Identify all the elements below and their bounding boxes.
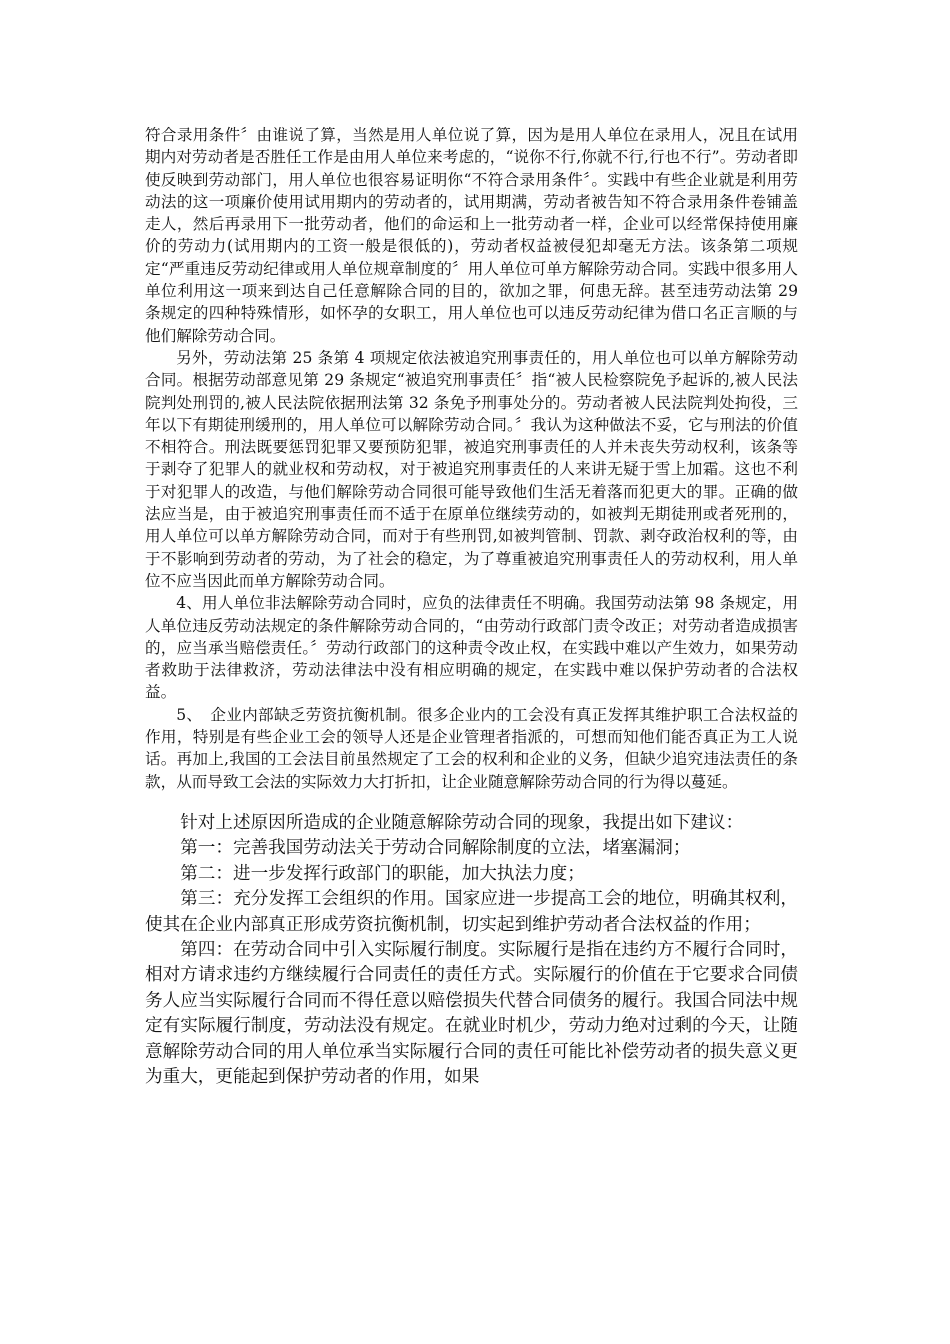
paragraph-criminal-liability: 另外，劳动法第 25 条第 4 项规定依法被追究刑事责任的，用人单位也可以单方解除劳动合同。根据劳动部意见第 29 条规定“被追究刑事责任〞指“被人民检察院免予起诉的,被人民法院判处刑罚的,被人民法院依据刑法第 32 条免予刑事处分的。劳动者被人民法院判处拘役，三年以下有期徒刑缓刑的，用人单位可以解除劳动合同。〞我认为这种做法不妥，它与刑法的价值不相符合。刑法既要惩罚犯罪又要预防犯罪，被追究刑事责任的人并未丧失劳动权利，该条等于剥夺了犯罪人的就业权和劳动权，对于被追究刑事责任的人来讲无疑于雪上加霜。这也不利于对犯罪人的改造，与他们解除劳动合同很可能导致他们生活无着落而犯更大的罪。正确的做法应当是，由于被追究刑事责任而不适于在原单位继续劳动的，如被判无期徒刑或者死刑的，用人单位可以单方解除劳动合同，而对于有些刑罚,如被判管制、罚款、剥夺政治权利的等，由于不影响到劳动者的劳动，为了社会的稳定，为了尊重被追究刑事责任人的劳动权利，用人单位不应当因此而单方解除劳动合同。 [145, 348, 798, 590]
suggestion-third: 第三：充分发挥工会组织的作用。国家应进一步提高工会的地位，明确其权利，使其在企业内部真正形成劳资抗衡机制，切实起到维护劳动者合法权益的作用； [145, 889, 798, 935]
section-gap [145, 793, 798, 811]
document-page [145, 124, 798, 1090]
paragraph-probation: 符合录用条件〞由谁说了算，当然是用人单位说了算，因为是用人单位在录用人，况且在试用期内对劳动者是否胜任工作是由用人单位来考虑的，“说你不行,你就不行,行也不行”。劳动者即使反映到劳动部门，用人单位也很容易证明你“不符合录用条件〞。实践中有些企业就是利用劳动法的这一项廉价使用试用期内的劳动者的，试用期满，劳动者被告知不符合录用条件卷铺盖走人，然后再录用下一批劳动者，他们的命运和上一批劳动者一样，企业可以经常保持使用廉价的劳动力(试用期内的工资一般是很低的)，劳动者权益被侵犯却毫无方法。该条第二项规定“严重违反劳动纪律或用人单位规章制度的〞用人单位可单方解除劳动合同。实践中很多用人单位利用这一项来到达自己任意解除合同的目的，欲加之罪，何患无辞。甚至违劳动法第 29 条规定的四种特殊情形，如怀孕的女职工，用人单位也可以违反劳动纪律为借口名正言顺的与他们解除劳动合同。 [145, 126, 798, 345]
suggestion-first: 第一：完善我国劳动法关于劳动合同解除制度的立法，堵塞漏洞； [180, 838, 691, 859]
suggestion-fourth: 第四：在劳动合同中引入实际履行制度。实际履行是指在违约方不履行合同时，相对方请求违约方继续履行合同责任的责任方式。实际履行的价值在于它要求合同债务人应当实际履行合同而不得任意以赔偿损失代替合同债务的履行。我国合同法中规定有实际履行制度，劳动法没有规定。在就业时机少，劳动力绝对过剩的今天，让随意解除劳动合同的用人单位承当实际履行合同的责任可能比补偿劳动者的损失意义更为重大，更能起到保护劳动者的作用，如果 [145, 939, 798, 1087]
paragraph-suggestions-intro: 针对上述原因所造成的企业随意解除劳动合同的现象，我提出如下建议： [180, 812, 744, 833]
suggestion-second: 第二：进一步发挥行政部门的职能，加大执法力度； [180, 863, 585, 884]
paragraph-point-4: 4、用人单位非法解除劳动合同时，应负的法律责任不明确。我国劳动法第 98 条规定，用人单位违反劳动法规定的条件解除劳动合同的，“由劳动行政部门责令改正；对劳动者造成损害的，应当承当赔偿责任。〞劳动行政部门的这种责令改止权，在实践中难以产生效力，如果劳动者救助于法律救济，劳动法律法中没有相应明确的规定，在实践中难以保护劳动者的合法权益。 [145, 594, 798, 702]
paragraph-point-5: 5、 企业内部缺乏劳资抗衡机制。很多企业内的工会没有真正发挥其维护职工合法权益的作用，特别是有些企业工会的领导人还是企业管理者指派的，可想而知他们能否真正为工人说话。再加上,我国的工会法目前虽然规定了工会的权利和企业的义务，但缺少追究违法责任的条款，从而导致工会法的实际效力大打折扣，让企业随意解除劳动合同的行为得以蔓延。 [145, 705, 798, 791]
